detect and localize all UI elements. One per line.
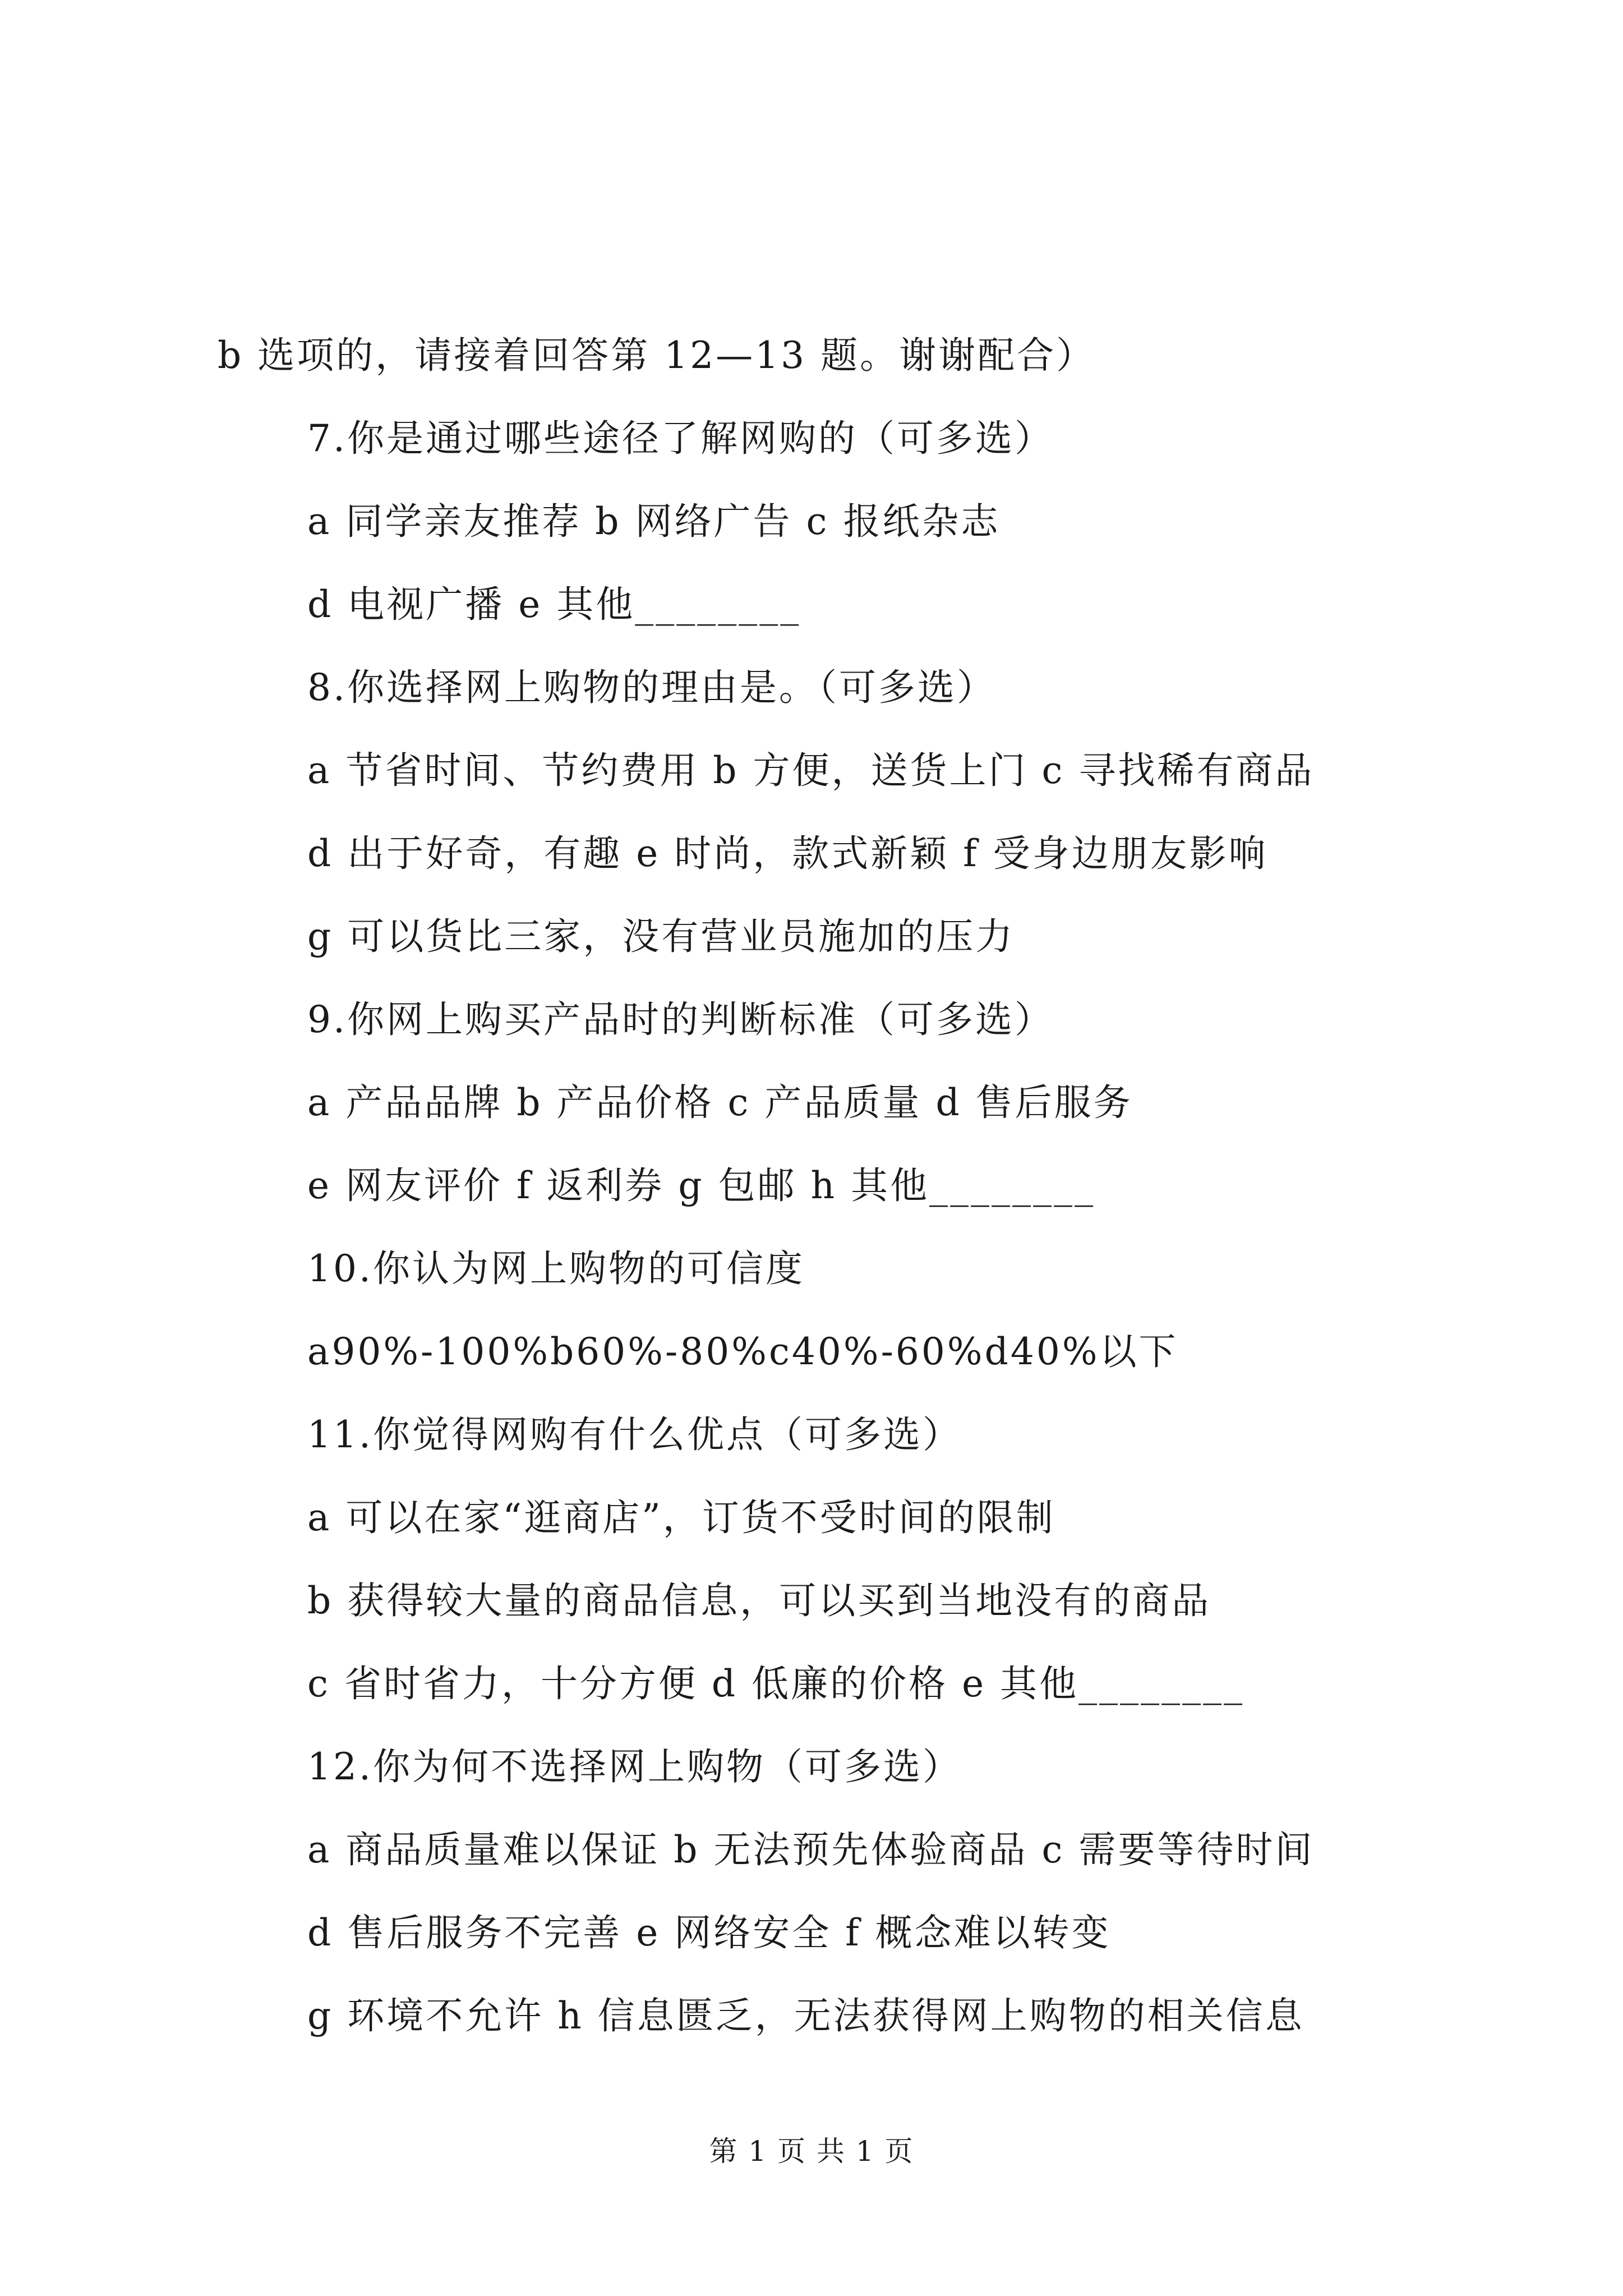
- document-body: [0, 314, 1623, 2058]
- question-12-title: 12.你为何不选择网上购物（可多选）: [307, 1745, 962, 1788]
- question-11-options: a 可以在家“逛商店”，订货不受时间的限制: [307, 1496, 1055, 1539]
- question-11-title: 11.你觉得网购有什么优点（可多选）: [307, 1413, 962, 1456]
- question-10-title: 10.你认为网上购物的可信度: [307, 1247, 805, 1290]
- question-8-options: g 可以货比三家，没有营业员施加的压力: [307, 915, 1015, 958]
- page-footer: 第 1 页 共 1 页: [709, 2135, 914, 2168]
- question-11-options: b 获得较大量的商品信息，可以买到当地没有的商品: [307, 1579, 1211, 1622]
- question-10-options: a90%-100%b60%-80%c40%-60%d40%以下: [307, 1330, 1178, 1373]
- question-7-options: d 电视广播 e 其他________: [307, 583, 801, 626]
- question-12-options: g 环境不允许 h 信息匮乏，无法获得网上购物的相关信息: [307, 1994, 1304, 2037]
- question-12-options: d 售后服务不完善 e 网络安全 f 概念难以转变: [307, 1911, 1111, 1954]
- question-7-title: 7.你是通过哪些途径了解网购的（可多选）: [307, 417, 1054, 460]
- question-7-options: a 同学亲友推荐 b 网络广告 c 报纸杂志: [307, 500, 1000, 543]
- text-line: b 选项的，请接着回答第 12—13 题。谢谢配合）: [218, 334, 1096, 377]
- question-11-options: c 省时省力，十分方便 d 低廉的价格 e 其他________: [307, 1662, 1245, 1705]
- question-8-options: a 节省时间、节约费用 b 方便，送货上门 c 寻找稀有商品: [307, 749, 1315, 792]
- question-12-options: a 商品质量难以保证 b 无法预先体验商品 c 需要等待时间: [307, 1828, 1315, 1871]
- question-9-options: e 网友评价 f 返利券 g 包邮 h 其他________: [307, 1164, 1096, 1207]
- question-8-options: d 出于好奇，有趣 e 时尚，款式新颖 f 受身边朋友影响: [307, 832, 1268, 875]
- question-9-title: 9.你网上购买产品时的判断标准（可多选）: [307, 998, 1054, 1041]
- question-8-title: 8.你选择网上购物的理由是。（可多选）: [307, 666, 996, 709]
- question-9-options: a 产品品牌 b 产品价格 c 产品质量 d 售后服务: [307, 1081, 1133, 1124]
